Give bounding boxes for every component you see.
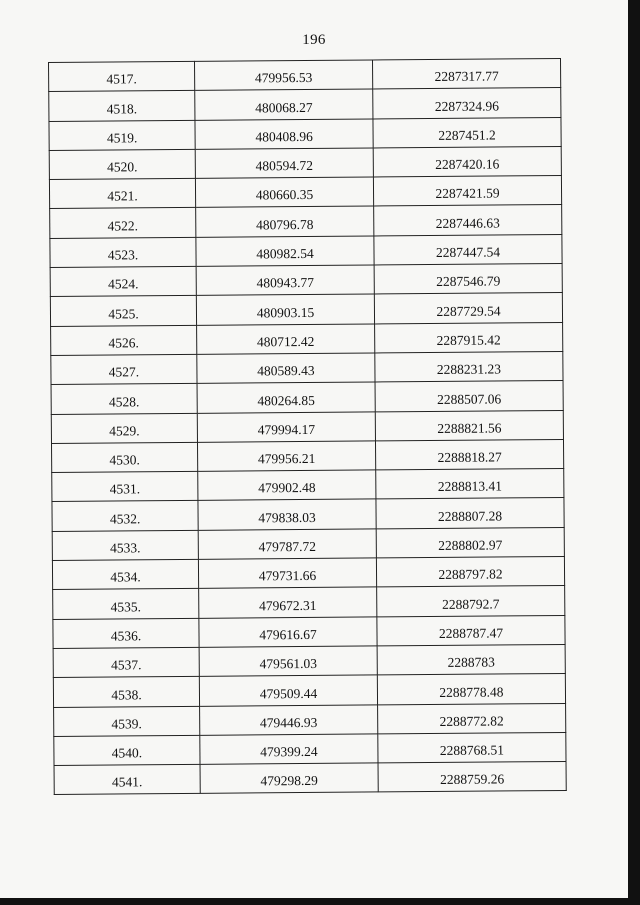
table-row	[54, 732, 566, 765]
x-coordinate-cell: 480982.54	[196, 236, 374, 267]
point-number-cell: 4518.	[49, 91, 195, 121]
x-coordinate-cell: 479672.31	[199, 587, 377, 618]
point-number-cell: 4524.	[50, 266, 196, 296]
y-coordinate-cell: 2288813.41	[376, 469, 564, 500]
x-coordinate-cell: 480068.27	[195, 89, 373, 120]
scan-border-bottom	[0, 898, 640, 905]
y-coordinate-cell: 2287420.16	[373, 146, 561, 177]
point-number-cell: 4535.	[53, 589, 199, 619]
table-row	[51, 351, 563, 384]
x-coordinate-cell: 480408.96	[195, 119, 373, 150]
x-coordinate-cell: 479561.03	[199, 646, 377, 677]
table-row	[53, 586, 565, 619]
x-coordinate-cell: 479838.03	[198, 499, 376, 530]
y-coordinate-cell: 2288759.26	[378, 762, 566, 793]
y-coordinate-cell: 2288787.47	[377, 615, 565, 646]
table-row	[52, 469, 564, 502]
table-row	[51, 322, 563, 355]
table-row	[52, 498, 564, 531]
y-coordinate-cell: 2288783	[377, 644, 565, 675]
x-coordinate-cell: 479994.17	[197, 412, 375, 443]
x-coordinate-cell: 480903.15	[196, 294, 374, 325]
table-row	[52, 557, 564, 590]
x-coordinate-cell: 479399.24	[200, 734, 378, 765]
table-row	[50, 293, 562, 326]
point-number-cell: 4531.	[52, 471, 198, 501]
x-coordinate-cell: 480594.72	[195, 148, 373, 179]
coordinates-table	[48, 58, 567, 795]
table-row	[52, 527, 564, 560]
y-coordinate-cell: 2288807.28	[376, 498, 564, 529]
table-row	[50, 205, 562, 238]
point-number-cell: 4522.	[50, 208, 196, 238]
y-coordinate-cell: 2288818.27	[375, 439, 563, 470]
point-number-cell: 4541.	[54, 764, 200, 794]
x-coordinate-cell: 480796.78	[196, 206, 374, 237]
x-coordinate-cell: 480712.42	[197, 324, 375, 355]
y-coordinate-cell: 2287324.96	[373, 88, 561, 119]
y-coordinate-cell: 2287317.77	[372, 58, 560, 89]
y-coordinate-cell: 2288768.51	[378, 732, 566, 763]
x-coordinate-cell: 479616.67	[199, 617, 377, 648]
point-number-cell: 4520.	[49, 149, 195, 179]
point-number-cell: 4540.	[54, 735, 200, 765]
point-number-cell: 4538.	[53, 677, 199, 707]
x-coordinate-cell: 479446.93	[200, 704, 378, 735]
y-coordinate-cell: 2287446.63	[374, 205, 562, 236]
y-coordinate-cell: 2288802.97	[376, 527, 564, 558]
y-coordinate-cell: 2287451.2	[373, 117, 561, 148]
x-coordinate-cell: 479509.44	[199, 675, 377, 706]
point-number-cell: 4525.	[50, 296, 196, 326]
point-number-cell: 4517.	[49, 61, 195, 91]
table-row	[50, 234, 562, 267]
y-coordinate-cell: 2288507.06	[375, 381, 563, 412]
y-coordinate-cell: 2287546.79	[374, 264, 562, 295]
table-row	[53, 674, 565, 707]
y-coordinate-cell: 2288797.82	[376, 557, 564, 588]
x-coordinate-cell: 479787.72	[198, 529, 376, 560]
point-number-cell: 4521.	[49, 179, 195, 209]
table-row	[49, 176, 561, 209]
y-coordinate-cell: 2287915.42	[375, 322, 563, 353]
y-coordinate-cell: 2288778.48	[377, 674, 565, 705]
coordinates-table-body	[49, 58, 567, 794]
table-row	[54, 703, 566, 736]
x-coordinate-cell: 479731.66	[198, 558, 376, 589]
y-coordinate-cell: 2287729.54	[374, 293, 562, 324]
x-coordinate-cell: 480264.85	[197, 382, 375, 413]
table-row	[54, 762, 566, 795]
point-number-cell: 4536.	[53, 618, 199, 648]
x-coordinate-cell: 479956.21	[197, 441, 375, 472]
scan-border-right	[628, 0, 640, 905]
table-row	[49, 58, 561, 91]
x-coordinate-cell: 480589.43	[197, 353, 375, 384]
point-number-cell: 4529.	[51, 413, 197, 443]
point-number-cell: 4537.	[53, 647, 199, 677]
x-coordinate-cell: 480943.77	[196, 265, 374, 296]
table-row	[51, 410, 563, 443]
y-coordinate-cell: 2288231.23	[375, 351, 563, 382]
point-number-cell: 4532.	[52, 501, 198, 531]
table-row	[51, 381, 563, 414]
point-number-cell: 4539.	[54, 706, 200, 736]
x-coordinate-cell: 479298.29	[200, 763, 378, 794]
table-row	[53, 644, 565, 677]
table-row	[51, 439, 563, 472]
point-number-cell: 4519.	[49, 120, 195, 150]
point-number-cell: 4523.	[50, 237, 196, 267]
table-row	[49, 88, 561, 121]
table-row	[49, 146, 561, 179]
table-row	[53, 615, 565, 648]
point-number-cell: 4526.	[51, 325, 197, 355]
point-number-cell: 4534.	[52, 559, 198, 589]
y-coordinate-cell: 2288772.82	[378, 703, 566, 734]
y-coordinate-cell: 2288792.7	[377, 586, 565, 617]
table-row	[50, 264, 562, 297]
table-row	[49, 117, 561, 150]
point-number-cell: 4527.	[51, 354, 197, 384]
y-coordinate-cell: 2288821.56	[375, 410, 563, 441]
x-coordinate-cell: 479956.53	[194, 60, 372, 91]
x-coordinate-cell: 480660.35	[195, 177, 373, 208]
point-number-cell: 4528.	[51, 384, 197, 414]
y-coordinate-cell: 2287421.59	[373, 176, 561, 207]
point-number-cell: 4530.	[51, 442, 197, 472]
coordinates-table-wrapper	[48, 58, 566, 795]
point-number-cell: 4533.	[52, 530, 198, 560]
page-number: 196	[302, 32, 326, 48]
y-coordinate-cell: 2287447.54	[374, 234, 562, 265]
x-coordinate-cell: 479902.48	[198, 470, 376, 501]
